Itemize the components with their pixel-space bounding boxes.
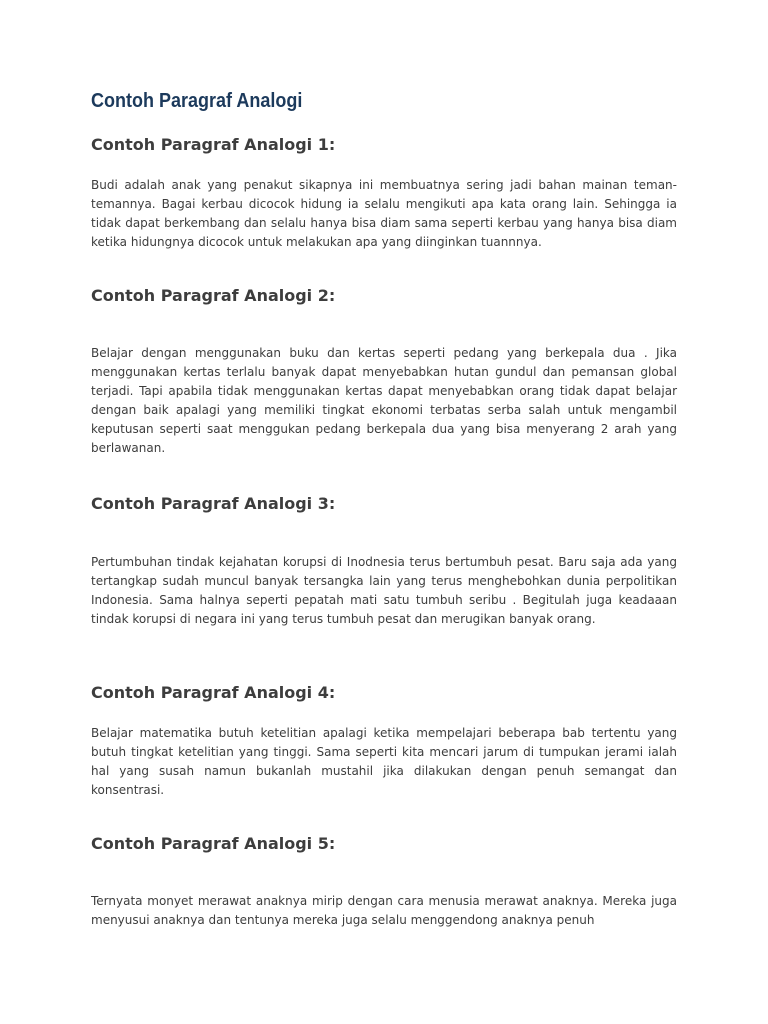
section-2-heading: Contoh Paragraf Analogi 2: [91,286,336,305]
section-1-paragraph: Budi adalah anak yang penakut sikapnya ini membuatnya sering jadi bahan mainan teman-temannya. Bagai kerbau dicocok hidung ia selalu mengikuti apa kata orang lain. Sehingga ia tidak dapat berkembang dan selalu hanya bisa diam sama seperti kerbau yang hanya bisa diam ketika hidungnya dicocok untuk melakukan apa yang diinginkan tuannnya. [91,178,677,249]
section-1-heading: Contoh Paragraf Analogi 1: [91,135,336,154]
section-5-paragraph: Ternyata monyet merawat anaknya mirip dengan cara menusia merawat anaknya. Mereka juga menyusui anaknya dan tentunya mereka juga selalu menggendong anaknya penuh [91,894,677,927]
section-3-heading: Contoh Paragraf Analogi 3: [91,494,336,513]
section-2-paragraph: Belajar dengan menggunakan buku dan kertas seperti pedang yang berkepala dua . Jika menggunakan kertas terlalu banyak dapat menyebabkan hutan gundul dan pemansan global terjadi. Tapi apabila tidak menggunakan kertas dapat menyebabkan orang tidak dapat belajar dengan baik apalagi yang memiliki tingkat ekonomi terbatas serba salah untuk mengambil keputusan seperti saat menggukan pedang berkepala dua yang bisa menyerang 2 arah yang berlawanan. [91,346,677,455]
section-3-paragraph: Pertumbuhan tindak kejahatan korupsi di Inodnesia terus bertumbuh pesat. Baru saja ada yang tertangkap sudah muncul banyak tersangka lain yang terus menghebohkan dunia perpolitikan Indonesia. Sama halnya seperti pepatah mati satu tumbuh seribu . Begitulah juga keadaaan tindak korupsi di negara ini yang terus tumbuh pesat dan merugikan banyak orang. [91,555,677,626]
page-title: Contoh Paragraf Analogi [91,90,303,112]
section-4-paragraph: Belajar matematika butuh ketelitian apalagi ketika mempelajari beberapa bab tertentu yang butuh tingkat ketelitian yang tinggi. Sama seperti kita mencari jarum di tumpukan jerami ialah hal yang susah namun bukanlah mustahil jika dilakukan dengan penuh semangat dan konsentrasi. [91,726,677,797]
section-4-heading: Contoh Paragraf Analogi 4: [91,683,336,702]
section-5-heading: Contoh Paragraf Analogi 5: [91,834,336,853]
